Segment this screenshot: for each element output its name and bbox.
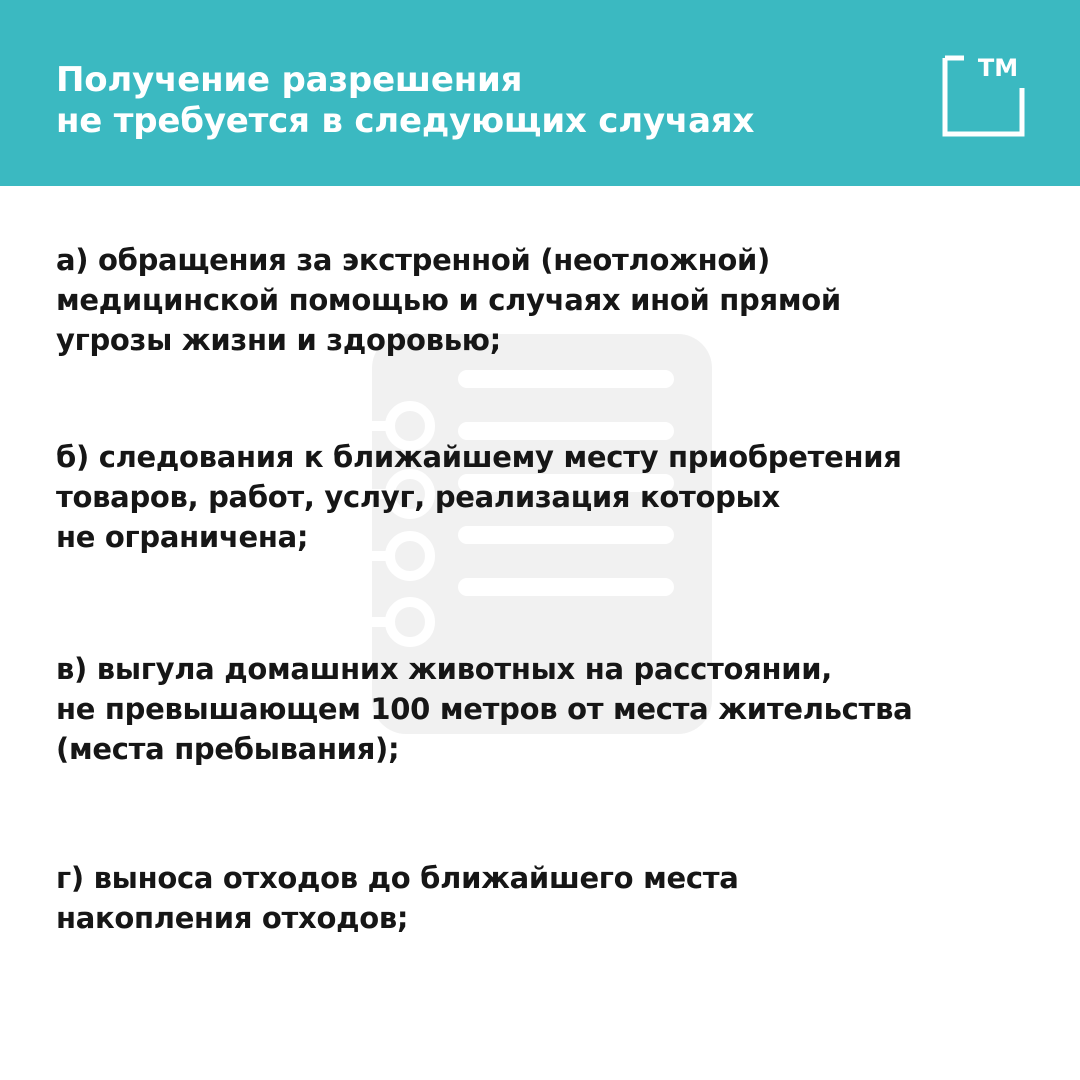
- header-banner: [0, 0, 1080, 186]
- page-title-line: не требуется в следующих случаях: [56, 101, 755, 141]
- list-item-line: не ограничена;: [56, 520, 309, 554]
- list-item: [56, 858, 739, 938]
- list-item: [56, 240, 841, 360]
- list-item-line: товаров, работ, услуг, реализация которых: [56, 480, 780, 514]
- page-title: [56, 60, 876, 142]
- list-item-line: г) выноса отходов до ближайшего места: [56, 861, 739, 895]
- list-item: [56, 649, 912, 769]
- list-item-line: накопления отходов;: [56, 901, 409, 935]
- list-item-line: в) выгула домашних животных на расстоянии,: [56, 652, 832, 686]
- list-item: [56, 437, 902, 557]
- list-item-line: (места пребывания);: [56, 732, 400, 766]
- logo-text: ТМ: [977, 54, 1019, 82]
- logo-frame-icon: [942, 54, 1026, 138]
- list-item-line: угрозы жизни и здоровью;: [56, 323, 501, 357]
- list-item-line: медицинской помощью и случаях иной прямой: [56, 283, 841, 317]
- logo: [942, 54, 1026, 138]
- page-title-line: Получение разрешения: [56, 60, 523, 100]
- list-item-line: а) обращения за экстренной (неотложной): [56, 243, 770, 277]
- list-item-line: не превышающем 100 метров от места жительства: [56, 692, 913, 726]
- list-item-line: б) следования к ближайшему месту приобретения: [56, 440, 902, 474]
